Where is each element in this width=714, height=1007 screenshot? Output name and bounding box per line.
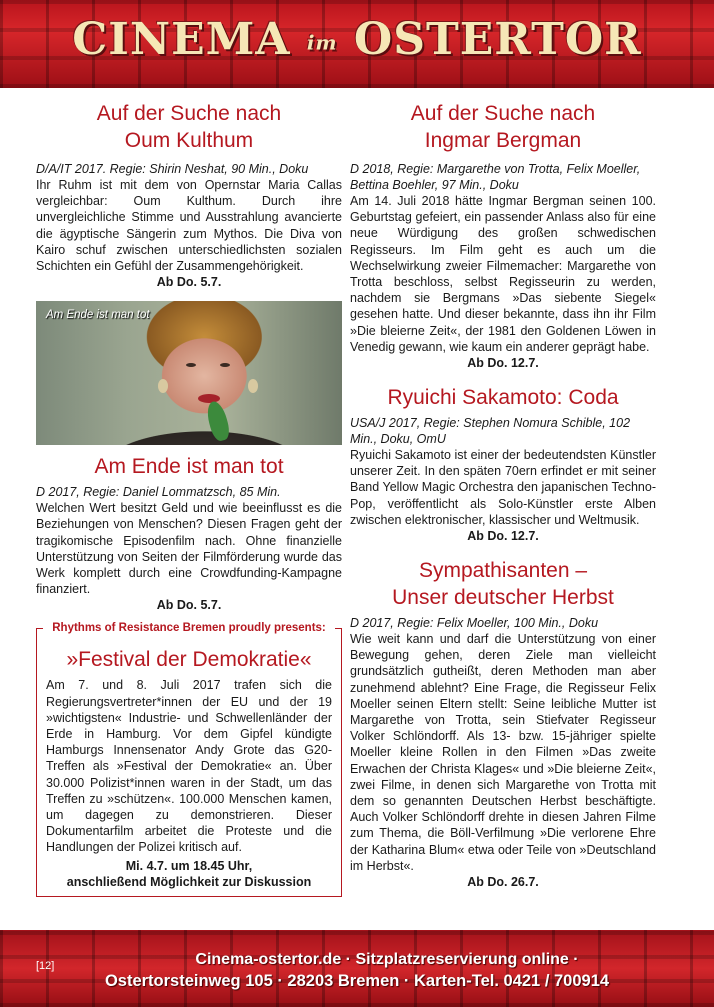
film-meta: D 2018, Regie: Margarethe von Trotta, Felix Moeller, Bettina Boehler, 97 Min., Doku: [350, 162, 641, 192]
title-line: Sympathisanten –: [418, 559, 588, 583]
header-banner: [0, 0, 714, 88]
footer-website-line: Cinema-ostertor.de · Sitzplatzreservierung online ·: [195, 951, 579, 968]
title-part-cinema: CINEMA: [72, 14, 291, 65]
title-line: Ingmar Bergman: [424, 129, 582, 152]
film-description: Welchen Wert besitzt Geld und wie beeinflusst es die Beziehungen von Menschen? Diesen Fragen geht der tragikomische Episodenfilm nach. Ohne finanzielle Unterstützung von Seiten der Filmförderung wurde das Werk komplett durch eine Crowdfunding-Kampagne finanziert.: [36, 501, 342, 597]
film-meta: D 2017, Regie: Felix Moeller, 100 Min., Doku: [350, 616, 599, 631]
title-part-ostertor: OSTERTOR: [353, 14, 642, 65]
title-line: Auf der Suche nach: [410, 102, 596, 125]
film-description: Ryuichi Sakamoto ist einer der bedeutendsten Künstler unserer Zeit. In den späten 70ern erfindet er mit seiner Band Yellow Magic Orchestra den japanischen Techno-Pop, veröffentlicht als Solo-Künstler erste Alben zwischen elektronischer, klassischer und Weltmusik.: [350, 448, 656, 527]
title-line: Auf der Suche nach: [96, 102, 282, 125]
film-meta: D/A/IT 2017. Regie: Shirin Neshat, 90 Min., Doku: [36, 162, 309, 176]
film-still-photo: [36, 301, 342, 445]
film-description: Ihr Ruhm ist mit dem von Opernstar Maria Callas vergleichbar: Oum Kulthum. Durch ihre unvergleichliche Stimme und Ausstrahlung avancierte die ägyptische Sängerin zum Mythos. Die Diva von Kairo schuf zwischen unterschiedlichsten sozialen Schichten ein Gefühl der Zusammengehörigkeit.: [36, 178, 342, 274]
film-title-am-ende: Am Ende ist man tot: [94, 455, 284, 479]
film-start-date: Ab Do. 5.7.: [156, 598, 222, 613]
footer-address-line: Ostertorsteinweg 105 · 28203 Bremen · Karten-Tel. 0421 / 700914: [104, 972, 610, 990]
event-description: Am 7. und 8. Juli 2017 trafen sich die Regierungsvertreter*innen der EU und der 19 »wichtigsten« Industrie- und Schwellenländer der Erde in Hamburg. Vor dem Gipfel kündigte Hamburgs Innensenator Andy Grote das G20-Treffen als »Festival der Demokratie« an. Über 30.000 Polizist*innen waren in der Stadt, um das Treffen zu »schützen«. 100.000 Menschen kamen, um dagegen zu demonstrieren. Dieser Dokumentarfilm arbeitet die Proteste und die Handlungen der Polizei kritisch auf.: [46, 678, 332, 855]
film-title-oum-kulthum: [36, 100, 342, 154]
title-part-im: im: [306, 30, 338, 55]
title-line: Oum Kulthum: [124, 129, 254, 152]
film-title-sakamoto: Ryuichi Sakamoto: Coda: [387, 386, 619, 410]
film-title-ingmar-bergman: [350, 100, 656, 154]
photo-caption: Am Ende ist man tot: [46, 309, 150, 322]
film-meta: USA/J 2017, Regie: Stephen Nomura Schible, 102 Min., Doku, OmU: [350, 416, 631, 447]
event-box-label: Rhythms of Resistance Bremen proudly presents:: [43, 620, 335, 636]
event-title: »Festival der Demokratie«: [66, 648, 312, 672]
film-title-sympathisanten: [350, 557, 656, 611]
film-start-date: Ab Do. 12.7.: [467, 529, 539, 544]
film-meta: D 2017, Regie: Daniel Lommatzsch, 85 Min.: [36, 485, 281, 500]
film-start-date: Ab Do. 26.7.: [467, 875, 539, 890]
cinema-logo-title: [0, 14, 714, 65]
film-description: Wie weit kann und darf die Unterstützung von einer Bewegung gehen, deren Ziele man vielleicht grundsätzlich gutheißt, deren Methoden man aber zunehmend ablehnt? Eine Frage, die Regisseur Felix Moeller seinen Eltern stellt: Seine leibliche Mutter ist Margarethe von Trotta, sein Stiefvater Regisseur Volker Schlöndorff. Als 13- bzw. 15-jähriger spielte Moeller kleine Rollen in den Filmen »Das zweite Erwachen der Christa Klages« und »Die bleierne Zeit«, zwei Filme, in denen sich Margarethe von Trotta mit dem so genannten Deutschen Herbst beschäftigte. Auch Volker Schlöndorff drehte in diesen Jahren Filme zum Thema, die Böll-Verfilmung »Die verlorene Ehre der Katharina Blum« etwa oder Teile von »Deutschland im Herbst«.: [350, 632, 656, 873]
right-column: [350, 100, 656, 891]
film-description: Am 14. Juli 2018 hätte Ingmar Bergman seinen 100. Geburtstag gefeiert, ein passender Anlass also für eine neue Würdigung des großen schwedischen Regisseurs. Im Film geht es auch um die Wechselwirkung zweier Filmemacher: Margarethe von Trotta beschloss, selbst Regisseurin zu werden, nachdem sie Bergmans »Das siebente Siegel« gesehen hatte. Und dieser bekannte, dass ihn ihr Film »Die bleierne Zeit«, der 1981 den Goldenen Löwen in Venedig gewann, wie kaum ein anderer geprägt habe.: [350, 194, 656, 354]
film-start-date: Ab Do. 5.7.: [156, 275, 222, 290]
footer-banner: [0, 930, 714, 1007]
event-note: anschließend Möglichkeit zur Diskussion: [66, 874, 312, 889]
film-start-date: Ab Do. 12.7.: [467, 356, 539, 371]
left-column: [36, 100, 342, 897]
event-box: [36, 622, 342, 896]
page-number: [12]: [36, 960, 55, 972]
title-line: Unser deutscher Herbst: [392, 586, 614, 610]
event-time: Mi. 4.7. um 18.45 Uhr,: [125, 858, 253, 873]
